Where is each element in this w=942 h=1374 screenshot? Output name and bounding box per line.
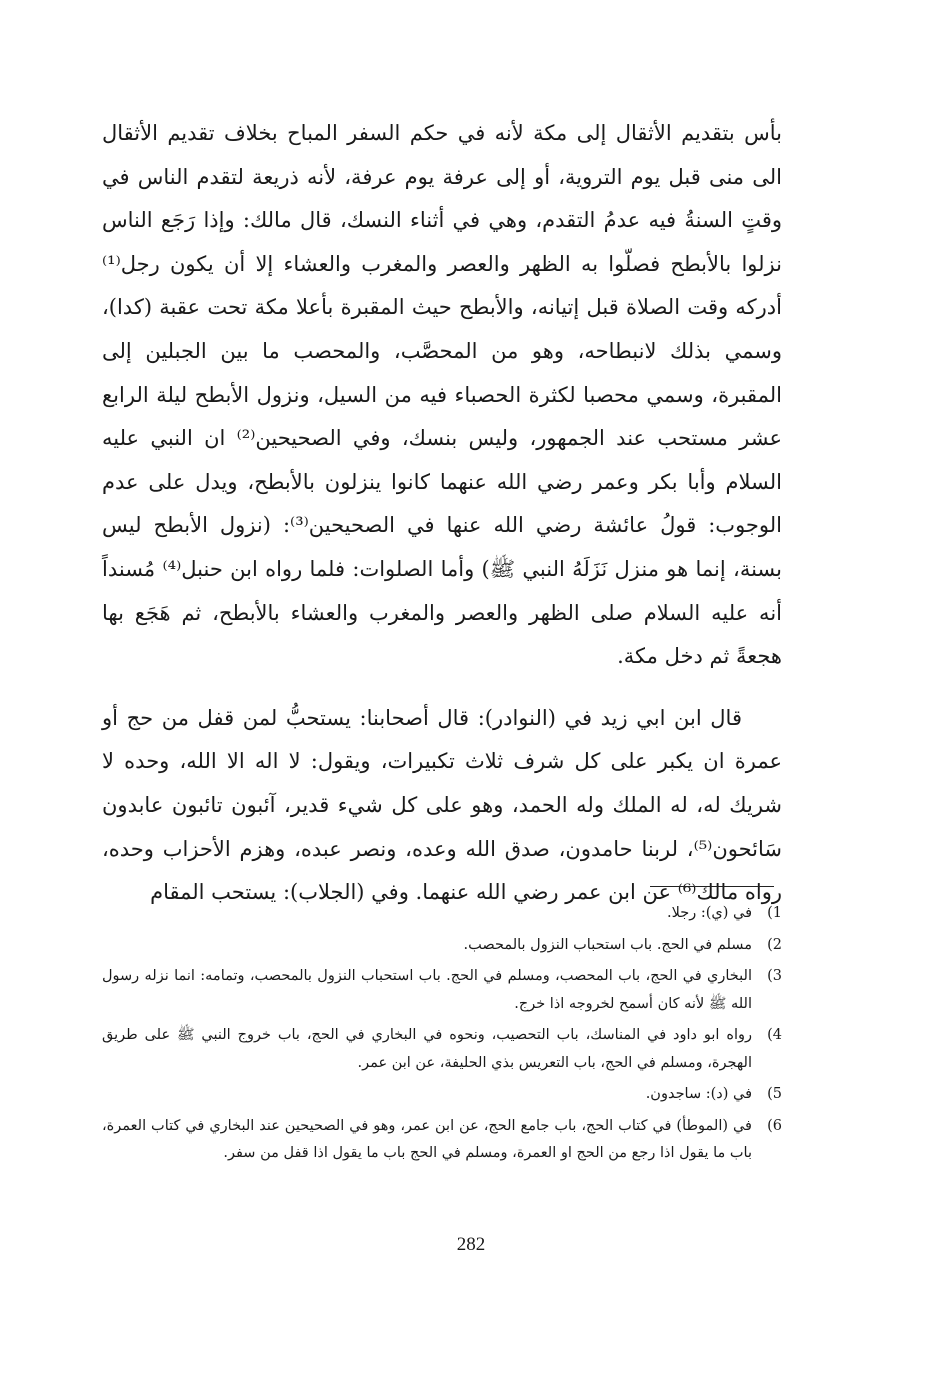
- footnote-number: 4): [767, 1027, 782, 1043]
- footnote-item: [102, 900, 782, 928]
- footnote-number: 2): [767, 936, 782, 953]
- paragraph-1: بأس بتقديم الأثقال إلى مكة لأنه في حكم السفر المباح بخلاف تقديم الأثقال الى منى قبل يوم التروية، أو إلى عرفة يوم عرفة، لأنه ذريعة لتقدم الناس في وقتٍ السنةُ فيه عدمُ التقدم، وهي في أثناء النسك، قال مالك: وإذا رَجَع الناس نزلوا بالأبطح فصلّوا به الظهر والعصر والمغرب والعشاء إلا أن يكون رجل⁽¹⁾ أدركه وقت الصلاة قبل إتيانه، والأبطح حيث المقبرة بأعلا مكة تحت عقبة (كدا)، وسمي بذلك لانبطاحه، وهو من المحصَّب، والمحصب ما بين الجبلين إلى المقبرة، وسمي محصبا لكثرة الحصباء فيه من السيل، ونزول الأبطح ليلة الرابع عشر مستحب عند الجمهور، وليس بنسك، وفي الصحيحين⁽²⁾ ان النبي عليه السلام وأبا بكر وعمر رضي الله عنهما كانوا ينزلون بالأبطح، ويدل على عدم الوجوب: قولُ عائشة رضي الله عنها في الصحيحين⁽³⁾: (نزول الأبطح ليس بسنة، إنما هو منزل نَزَلَهُ النبي ﷺ) وأما الصلوات: فلما رواه ابن حنبل⁽⁴⁾ مُسنداً أنه عليه السلام صلى الظهر والعصر والمغرب والعشاء بالأبطح، ثم هَجَع بها هجعةً ثم دخل مكة.: [102, 121, 783, 669]
- footnote-item: [102, 1022, 782, 1077]
- footnote-number: 1): [767, 905, 782, 921]
- footnote-item: [102, 932, 782, 960]
- paragraph-2: قال ابن ابي زيد في (النوادر): قال أصحابنا: يستحبُّ لمن قفل من حج أو عمرة ان يكبر على كل شرف ثلاث تكبيرات، ويقول: لا اله الا الله، وحده لا شريك له، له الملك وله الحمد، وهو على كل شيء قدير، آئبون تائبون عابدون سَائحون⁽⁵⁾، لربنا حامدون، صدق الله وعده، ونصر عبده، وهزم الأحزاب وحده، رواه مالك⁽⁶⁾ عن ابن عمر رضي الله عنهما. وفي (الجلاب): يستحب المقام: [102, 705, 782, 905]
- footnote-text: في (الموطأ) في كتاب الحج، باب جامع الحج، عن ابن عمر، وهو في الصحيحين عند البخاري في كتاب العمرة، باب ما يقول اذا رجع من الحج او العمرة، ومسلم في الحج باب ما يقول اذا قفل من سفر.: [102, 1117, 752, 1161]
- footnote-text: في (ي): رجلا.: [666, 905, 752, 921]
- footnotes: [102, 900, 782, 1172]
- footnote-number: 5): [767, 1086, 782, 1102]
- footnote-text: في (د): ساجدون.: [645, 1086, 752, 1102]
- footnote-item: [102, 1081, 782, 1109]
- footnote-text: رواه ابو داود في المناسك، باب التحصيب، ونحوه في البخاري في الحج، باب خروج النبي ﷺ على طريق الهجرة، ومسلم في الحج، باب التعريس بذي الحليفة، عن ابن عمر.: [102, 1027, 752, 1071]
- main-text: [102, 112, 782, 915]
- footnote-number: 3): [767, 968, 782, 984]
- footnote-text: البخاري في الحج، باب المحصب، ومسلم في الحج. باب استحباب النزول بالمحصب، وتمامه: انما نزله رسول الله ﷺ لأنه كان أسمح لخروجه اذا خرج.: [102, 968, 752, 1012]
- footnote-item: [102, 963, 782, 1018]
- footnote-number: 6): [767, 1117, 782, 1134]
- footnote-text: مسلم في الحج. باب استحباب النزول بالمحصب.: [463, 936, 752, 953]
- footnote-item: [102, 1113, 782, 1168]
- page-number: 282: [456, 1234, 486, 1255]
- footnote-separator: [650, 886, 774, 887]
